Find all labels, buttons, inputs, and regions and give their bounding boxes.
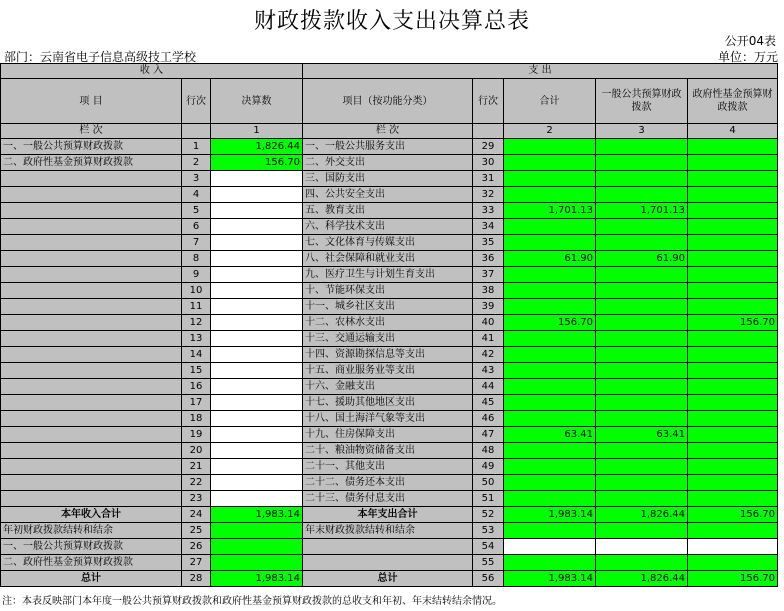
expense-general-cell[interactable] bbox=[596, 491, 688, 507]
income-item-cell[interactable] bbox=[1, 267, 182, 283]
expense-fund-cell[interactable] bbox=[688, 411, 778, 427]
summary-row bbox=[1, 523, 778, 539]
table-row bbox=[1, 315, 778, 331]
income-row-no-cell: 22 bbox=[182, 475, 211, 491]
footnote: 注：本表反映部门本年度一般公共预算财政拨款和政府性基金预算财政拨款的总收支和年初、年末结转结余情况。 bbox=[2, 596, 502, 607]
expense-total-cell[interactable] bbox=[504, 219, 596, 235]
expense-row-no-cell: 49 bbox=[473, 459, 504, 475]
expense-item-cell[interactable]: 七、文化体育与传媒支出 bbox=[303, 235, 473, 251]
income-item-cell[interactable]: 一、一般公共预算财政拨款 bbox=[1, 139, 182, 155]
income-value-cell[interactable] bbox=[211, 331, 303, 347]
table-row bbox=[1, 363, 778, 379]
expense-total-cell[interactable]: 61.90 bbox=[504, 251, 596, 267]
expense-total-cell[interactable] bbox=[504, 475, 596, 491]
expense-fund-cell[interactable] bbox=[688, 363, 778, 379]
begin-balance-label: 年初财政拨款结转和结余 bbox=[1, 523, 182, 539]
expense-item-cell[interactable]: 八、社会保障和就业支出 bbox=[303, 251, 473, 267]
income-item-cell[interactable] bbox=[1, 219, 182, 235]
income-value-cell[interactable] bbox=[211, 235, 303, 251]
expense-row-no-cell: 46 bbox=[473, 411, 504, 427]
expense-total-cell[interactable] bbox=[504, 395, 596, 411]
end-fund-total[interactable] bbox=[504, 555, 596, 571]
expense-total-cell[interactable] bbox=[504, 443, 596, 459]
expense-total-cell[interactable] bbox=[504, 283, 596, 299]
table-row bbox=[1, 251, 778, 267]
expense-fund-cell[interactable] bbox=[688, 331, 778, 347]
expense-total-cell[interactable] bbox=[504, 235, 596, 251]
expense-item-cell[interactable]: 十一、城乡社区支出 bbox=[303, 299, 473, 315]
table-row bbox=[1, 267, 778, 283]
begin-fund-value[interactable] bbox=[211, 555, 303, 571]
expense-item-cell[interactable]: 二十三、债务付息支出 bbox=[303, 491, 473, 507]
expense-item-cell[interactable]: 十七、援助其他地区支出 bbox=[303, 395, 473, 411]
end-balance-fund[interactable] bbox=[688, 523, 778, 539]
income-total-value[interactable]: 1,983.14 bbox=[211, 507, 303, 523]
income-item-cell[interactable]: 二、政府性基金预算财政拨款 bbox=[1, 155, 182, 171]
income-row-no-cell: 18 bbox=[182, 411, 211, 427]
expense-row-no-cell: 47 bbox=[473, 427, 504, 443]
expense-row-no-cell: 29 bbox=[473, 139, 504, 155]
expense-row-no-cell: 36 bbox=[473, 251, 504, 267]
expense-fund-cell[interactable] bbox=[688, 171, 778, 187]
income-value-cell[interactable] bbox=[211, 379, 303, 395]
begin-general-label: 一、一般公共预算财政拨款 bbox=[1, 539, 182, 555]
expense-fund-cell[interactable] bbox=[688, 155, 778, 171]
income-item-cell[interactable] bbox=[1, 443, 182, 459]
table-row bbox=[1, 187, 778, 203]
income-header: 收 入 bbox=[1, 64, 303, 79]
income-item-cell[interactable] bbox=[1, 395, 182, 411]
end-balance-total[interactable] bbox=[504, 523, 596, 539]
expense-general-cell[interactable]: 63.41 bbox=[596, 427, 688, 443]
income-item-cell[interactable] bbox=[1, 315, 182, 331]
table-row bbox=[1, 235, 778, 251]
income-row-no-cell: 16 bbox=[182, 379, 211, 395]
expense-total-no: 52 bbox=[473, 507, 504, 523]
expense-row-no-cell: 40 bbox=[473, 315, 504, 331]
summary-row bbox=[1, 507, 778, 523]
expense-row-no-cell: 32 bbox=[473, 187, 504, 203]
income-value-cell[interactable]: 1,826.44 bbox=[211, 139, 303, 155]
expense-general-cell[interactable] bbox=[596, 443, 688, 459]
expense-item-cell[interactable]: 二十二、债务还本支出 bbox=[303, 475, 473, 491]
expense-fund-cell[interactable] bbox=[688, 251, 778, 267]
table-row bbox=[1, 395, 778, 411]
income-row-no-cell: 13 bbox=[182, 331, 211, 347]
income-value-cell[interactable] bbox=[211, 475, 303, 491]
income-item-cell[interactable] bbox=[1, 491, 182, 507]
income-item-cell[interactable] bbox=[1, 171, 182, 187]
income-row-no-cell: 2 bbox=[182, 155, 211, 171]
expense-total-cell[interactable] bbox=[504, 379, 596, 395]
expense-general-cell[interactable] bbox=[596, 155, 688, 171]
expense-general-cell[interactable] bbox=[596, 267, 688, 283]
table-row bbox=[1, 411, 778, 427]
expense-item-cell[interactable]: 九、医疗卫生与计划生育支出 bbox=[303, 267, 473, 283]
income-item-cell[interactable] bbox=[1, 283, 182, 299]
table-row bbox=[1, 139, 778, 155]
income-row-no-cell: 8 bbox=[182, 251, 211, 267]
table-row bbox=[1, 299, 778, 315]
column-number-4: 4 bbox=[688, 124, 778, 139]
grand-total-in-value[interactable]: 1,983.14 bbox=[211, 571, 303, 587]
expense-item-cell[interactable]: 二十、粮油物资储备支出 bbox=[303, 443, 473, 459]
expense-row-no-cell: 38 bbox=[473, 283, 504, 299]
expense-total-general[interactable]: 1,826.44 bbox=[596, 507, 688, 523]
expense-row-no-cell: 50 bbox=[473, 475, 504, 491]
expense-fund-cell[interactable] bbox=[688, 427, 778, 443]
expense-general-cell[interactable] bbox=[596, 315, 688, 331]
expense-general-cell[interactable] bbox=[596, 171, 688, 187]
income-value-cell[interactable] bbox=[211, 171, 303, 187]
expense-total-fund[interactable]: 156.70 bbox=[688, 507, 778, 523]
income-value-cell[interactable] bbox=[211, 363, 303, 379]
income-row-no-cell: 6 bbox=[182, 219, 211, 235]
department-label: 部门：云南省电子信息高级技工学校 bbox=[4, 50, 197, 64]
expense-header: 支 出 bbox=[303, 64, 778, 79]
col-header-total: 合计 bbox=[504, 79, 596, 124]
expense-total-cell[interactable] bbox=[504, 267, 596, 283]
expense-total-cell[interactable] bbox=[504, 363, 596, 379]
end-general-label bbox=[303, 539, 473, 555]
table-row bbox=[1, 443, 778, 459]
column-label-blank-2 bbox=[473, 124, 504, 139]
income-row-no-cell: 7 bbox=[182, 235, 211, 251]
expense-total-cell[interactable] bbox=[504, 139, 596, 155]
col-header-general-budget: 一般公共预算财政拨款 bbox=[596, 79, 688, 124]
column-label-2: 栏 次 bbox=[303, 124, 473, 139]
column-number-1: 1 bbox=[211, 124, 303, 139]
expense-item-cell[interactable]: 十四、资源勘探信息等支出 bbox=[303, 347, 473, 363]
grand-total-sum[interactable]: 1,983.14 bbox=[504, 571, 596, 587]
expense-fund-cell[interactable] bbox=[688, 491, 778, 507]
end-fund-general[interactable] bbox=[596, 555, 688, 571]
income-row-no-cell: 14 bbox=[182, 347, 211, 363]
expense-row-no-cell: 37 bbox=[473, 267, 504, 283]
income-row-no-cell: 1 bbox=[182, 139, 211, 155]
expense-row-no-cell: 30 bbox=[473, 155, 504, 171]
income-row-no-cell: 3 bbox=[182, 171, 211, 187]
expense-fund-cell[interactable] bbox=[688, 395, 778, 411]
income-row-no-cell: 12 bbox=[182, 315, 211, 331]
income-value-cell[interactable] bbox=[211, 427, 303, 443]
income-value-cell[interactable] bbox=[211, 219, 303, 235]
expense-fund-cell[interactable] bbox=[688, 379, 778, 395]
end-general-no: 54 bbox=[473, 539, 504, 555]
table-row bbox=[1, 171, 778, 187]
form-code: 公开04表 bbox=[724, 34, 776, 48]
expense-general-cell[interactable] bbox=[596, 331, 688, 347]
expense-fund-cell[interactable] bbox=[688, 139, 778, 155]
expense-item-cell[interactable]: 四、公共安全支出 bbox=[303, 187, 473, 203]
col-header-final-amount: 决算数 bbox=[211, 79, 303, 124]
summary-row bbox=[1, 571, 778, 587]
income-item-cell[interactable] bbox=[1, 379, 182, 395]
expense-general-cell[interactable] bbox=[596, 187, 688, 203]
table-row bbox=[1, 475, 778, 491]
income-value-cell[interactable] bbox=[211, 251, 303, 267]
expense-total-cell[interactable] bbox=[504, 331, 596, 347]
end-general-general[interactable] bbox=[596, 539, 688, 555]
end-balance-no: 53 bbox=[473, 523, 504, 539]
begin-balance-no: 25 bbox=[182, 523, 211, 539]
income-row-no-cell: 20 bbox=[182, 443, 211, 459]
expense-general-cell[interactable] bbox=[596, 379, 688, 395]
begin-balance-value[interactable] bbox=[211, 523, 303, 539]
begin-general-value[interactable] bbox=[211, 539, 303, 555]
expense-item-cell[interactable]: 二、外交支出 bbox=[303, 155, 473, 171]
income-value-cell[interactable] bbox=[211, 395, 303, 411]
expense-total-cell[interactable] bbox=[504, 347, 596, 363]
expense-total-cell[interactable] bbox=[504, 411, 596, 427]
col-header-row-no: 行次 bbox=[182, 79, 211, 124]
income-row-no-cell: 19 bbox=[182, 427, 211, 443]
income-value-cell[interactable] bbox=[211, 459, 303, 475]
expense-fund-cell[interactable] bbox=[688, 219, 778, 235]
col-header-item-function: 项目（按功能分类） bbox=[303, 79, 473, 124]
table-row bbox=[1, 331, 778, 347]
expense-total-cell[interactable] bbox=[504, 155, 596, 171]
end-fund-fund[interactable] bbox=[688, 555, 778, 571]
income-item-cell[interactable] bbox=[1, 331, 182, 347]
col-header-item: 项 目 bbox=[1, 79, 182, 124]
income-item-cell[interactable] bbox=[1, 475, 182, 491]
grand-total-label: 总计 bbox=[1, 571, 182, 587]
grand-total-ex-label: 总计 bbox=[303, 571, 473, 587]
end-fund-no: 55 bbox=[473, 555, 504, 571]
expense-general-cell[interactable] bbox=[596, 411, 688, 427]
income-item-cell[interactable] bbox=[1, 251, 182, 267]
expense-item-cell[interactable]: 十、节能环保支出 bbox=[303, 283, 473, 299]
expense-row-no-cell: 43 bbox=[473, 363, 504, 379]
income-value-cell[interactable] bbox=[211, 187, 303, 203]
expense-general-cell[interactable] bbox=[596, 347, 688, 363]
grand-total-general[interactable]: 1,826.44 bbox=[596, 571, 688, 587]
expense-item-cell[interactable]: 五、教育支出 bbox=[303, 203, 473, 219]
expense-item-cell[interactable]: 十三、交通运输支出 bbox=[303, 331, 473, 347]
expense-row-no-cell: 44 bbox=[473, 379, 504, 395]
income-row-no-cell: 17 bbox=[182, 395, 211, 411]
expense-general-cell[interactable] bbox=[596, 235, 688, 251]
table-row bbox=[1, 379, 778, 395]
table-row bbox=[1, 427, 778, 443]
col-header-gov-fund: 政府性基金预算财政拨款 bbox=[688, 79, 778, 124]
expense-row-no-cell: 48 bbox=[473, 443, 504, 459]
expense-fund-cell[interactable] bbox=[688, 235, 778, 251]
expense-item-cell[interactable]: 二十一、其他支出 bbox=[303, 459, 473, 475]
expense-row-no-cell: 39 bbox=[473, 299, 504, 315]
unit-label: 单位：万元 bbox=[717, 50, 778, 64]
column-label-blank bbox=[182, 124, 211, 139]
table-row bbox=[1, 203, 778, 219]
summary-row bbox=[1, 539, 778, 555]
income-value-cell[interactable] bbox=[211, 283, 303, 299]
expense-general-cell[interactable] bbox=[596, 219, 688, 235]
expense-general-cell[interactable] bbox=[596, 139, 688, 155]
column-number-3: 3 bbox=[596, 124, 688, 139]
expense-fund-cell[interactable] bbox=[688, 347, 778, 363]
budget-table bbox=[0, 63, 778, 587]
expense-fund-cell[interactable] bbox=[688, 283, 778, 299]
expense-fund-cell[interactable] bbox=[688, 475, 778, 491]
expense-total-cell[interactable] bbox=[504, 299, 596, 315]
income-item-cell[interactable] bbox=[1, 187, 182, 203]
end-fund-label bbox=[303, 555, 473, 571]
end-balance-label: 年末财政拨款结转和结余 bbox=[303, 523, 473, 539]
income-value-cell[interactable] bbox=[211, 267, 303, 283]
table-row bbox=[1, 219, 778, 235]
income-row-no-cell: 21 bbox=[182, 459, 211, 475]
expense-general-cell[interactable] bbox=[596, 363, 688, 379]
expense-item-cell[interactable]: 十五、商业服务业等支出 bbox=[303, 363, 473, 379]
expense-row-no-cell: 33 bbox=[473, 203, 504, 219]
grand-total-in-no: 28 bbox=[182, 571, 211, 587]
expense-total-cell[interactable] bbox=[504, 491, 596, 507]
summary-row bbox=[1, 555, 778, 571]
table-row bbox=[1, 459, 778, 475]
grand-total-ex-no: 56 bbox=[473, 571, 504, 587]
expense-general-cell[interactable]: 61.90 bbox=[596, 251, 688, 267]
expense-row-no-cell: 35 bbox=[473, 235, 504, 251]
income-value-cell[interactable]: 156.70 bbox=[211, 155, 303, 171]
column-number-2: 2 bbox=[504, 124, 596, 139]
income-row-no-cell: 5 bbox=[182, 203, 211, 219]
expense-total-label: 本年支出合计 bbox=[303, 507, 473, 523]
income-value-cell[interactable] bbox=[211, 299, 303, 315]
expense-item-cell[interactable]: 十八、国土海洋气象等支出 bbox=[303, 411, 473, 427]
expense-general-cell[interactable] bbox=[596, 475, 688, 491]
begin-fund-no: 27 bbox=[182, 555, 211, 571]
expense-row-no-cell: 31 bbox=[473, 171, 504, 187]
expense-total-cell[interactable] bbox=[504, 459, 596, 475]
expense-fund-cell[interactable] bbox=[688, 203, 778, 219]
expense-general-cell[interactable]: 1,701.13 bbox=[596, 203, 688, 219]
expense-item-cell[interactable]: 十六、金融支出 bbox=[303, 379, 473, 395]
income-item-cell[interactable] bbox=[1, 427, 182, 443]
income-item-cell[interactable] bbox=[1, 459, 182, 475]
expense-general-cell[interactable] bbox=[596, 459, 688, 475]
income-value-cell[interactable] bbox=[211, 443, 303, 459]
expense-fund-cell[interactable] bbox=[688, 299, 778, 315]
expense-item-cell[interactable]: 十二、农林水支出 bbox=[303, 315, 473, 331]
table-row bbox=[1, 283, 778, 299]
expense-item-cell[interactable]: 十九、住房保障支出 bbox=[303, 427, 473, 443]
expense-row-no-cell: 34 bbox=[473, 219, 504, 235]
column-label: 栏 次 bbox=[1, 124, 182, 139]
grand-total-fund[interactable]: 156.70 bbox=[688, 571, 778, 587]
expense-total-cell[interactable]: 63.41 bbox=[504, 427, 596, 443]
income-item-cell[interactable] bbox=[1, 299, 182, 315]
income-row-no-cell: 15 bbox=[182, 363, 211, 379]
expense-fund-cell[interactable] bbox=[688, 459, 778, 475]
expense-total-cell[interactable]: 1,701.13 bbox=[504, 203, 596, 219]
expense-fund-cell[interactable] bbox=[688, 267, 778, 283]
income-row-no-cell: 9 bbox=[182, 267, 211, 283]
expense-general-cell[interactable] bbox=[596, 299, 688, 315]
income-value-cell[interactable] bbox=[211, 491, 303, 507]
expense-total-cell[interactable] bbox=[504, 171, 596, 187]
expense-row-no-cell: 45 bbox=[473, 395, 504, 411]
income-row-no-cell: 11 bbox=[182, 299, 211, 315]
income-total-label: 本年收入合计 bbox=[1, 507, 182, 523]
expense-row-no-cell: 41 bbox=[473, 331, 504, 347]
col-header-row-no-2: 行次 bbox=[473, 79, 504, 124]
income-value-cell[interactable] bbox=[211, 203, 303, 219]
expense-row-no-cell: 51 bbox=[473, 491, 504, 507]
income-value-cell[interactable] bbox=[211, 315, 303, 331]
report-title: 财政拨款收入支出决算总表 bbox=[253, 9, 530, 34]
begin-general-no: 26 bbox=[182, 539, 211, 555]
expense-row-no-cell: 42 bbox=[473, 347, 504, 363]
table-row bbox=[1, 155, 778, 171]
expense-general-cell[interactable] bbox=[596, 395, 688, 411]
expense-fund-cell[interactable] bbox=[688, 443, 778, 459]
income-total-no: 24 bbox=[182, 507, 211, 523]
income-row-no-cell: 4 bbox=[182, 187, 211, 203]
expense-total-sum[interactable]: 1,983.14 bbox=[504, 507, 596, 523]
table-row bbox=[1, 347, 778, 363]
end-general-fund[interactable] bbox=[688, 539, 778, 555]
income-item-cell[interactable] bbox=[1, 235, 182, 251]
income-value-cell[interactable] bbox=[211, 411, 303, 427]
expense-item-cell[interactable]: 一、一般公共服务支出 bbox=[303, 139, 473, 155]
income-item-cell[interactable] bbox=[1, 347, 182, 363]
end-general-total[interactable] bbox=[504, 539, 596, 555]
income-row-no-cell: 23 bbox=[182, 491, 211, 507]
table-row bbox=[1, 491, 778, 507]
income-value-cell[interactable] bbox=[211, 347, 303, 363]
expense-item-cell[interactable]: 三、国防支出 bbox=[303, 171, 473, 187]
expense-total-cell[interactable] bbox=[504, 187, 596, 203]
expense-fund-cell[interactable]: 156.70 bbox=[688, 315, 778, 331]
expense-total-cell[interactable]: 156.70 bbox=[504, 315, 596, 331]
income-item-cell[interactable] bbox=[1, 203, 182, 219]
income-item-cell[interactable] bbox=[1, 363, 182, 379]
end-balance-general[interactable] bbox=[596, 523, 688, 539]
begin-fund-label: 二、政府性基金预算财政拨款 bbox=[1, 555, 182, 571]
income-item-cell[interactable] bbox=[1, 411, 182, 427]
expense-item-cell[interactable]: 六、科学技术支出 bbox=[303, 219, 473, 235]
expense-general-cell[interactable] bbox=[596, 283, 688, 299]
expense-fund-cell[interactable] bbox=[688, 187, 778, 203]
income-row-no-cell: 10 bbox=[182, 283, 211, 299]
